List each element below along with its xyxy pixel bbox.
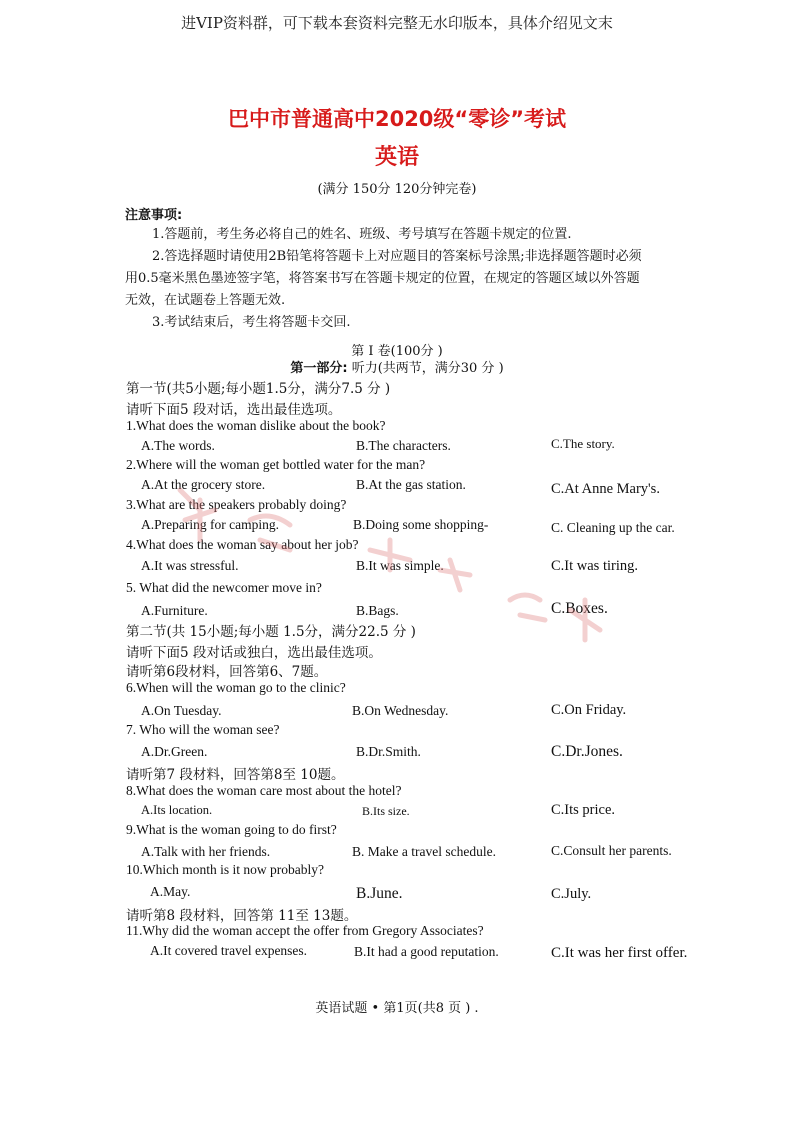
q10-option-c: C.July. (551, 886, 592, 902)
q5-option-c: C.Boxes. (551, 600, 608, 617)
q5-option-a: A.Furniture. (141, 603, 208, 618)
q3-option-a: A.Preparing for camping. (141, 517, 279, 532)
q4-option-a: A.It was stressful. (141, 558, 239, 573)
q6-option-b: B.On Wednesday. (352, 703, 449, 718)
q11-option-c: C.It was her first offer. (551, 945, 688, 961)
q3-option-c: C. Cleaning up the car. (551, 520, 675, 535)
q11-option-b: B.It had a good reputation. (354, 944, 499, 959)
section1-title: 第一节(共5小题;每小题1.5分，满分7.5 分 ) (126, 381, 391, 397)
q5-option-b: B.Bags. (356, 603, 399, 618)
question-1: 1.What does the woman dislike about the book? (126, 418, 386, 433)
q2-option-c: C.At Anne Mary's. (551, 481, 660, 497)
section2-title: 第二节(共 15小题;每小题 1.5分，满分22.5 分 ) (126, 624, 416, 640)
section2-instruction: 请听下面5 段对话或独白，选出最佳选项。 (126, 645, 382, 661)
exam-title: 巴中市普通高中2020级“零诊”考试 (227, 107, 567, 131)
q7-option-b: B.Dr.Smith. (356, 744, 421, 759)
question-9: 9.What is the woman going to do first? (126, 822, 337, 837)
material6-instruction: 请听第6段材料，回答第6、7题。 (126, 664, 328, 680)
note-line-3: 用0.5毫米黑色墨迹签字笔，将答案书写在答题卡规定的位置，在规定的答题区域以外答题 (125, 271, 640, 286)
question-11: 11.Why did the woman accept the offer from Gregory Associates? (126, 923, 484, 938)
note-line-1: 1.答题前，考生务必将自己的姓名、班级、考号填写在答题卡规定的位置. (152, 227, 572, 242)
question-6: 6.When will the woman go to the clinic? (126, 680, 346, 695)
question-7: 7. Who will the woman see? (126, 722, 280, 737)
exam-subject: 英语 (374, 145, 419, 170)
page-footer: 英语试题 • 第1页(共8 页 ) . (315, 1001, 479, 1016)
question-4: 4.What does the woman say about her job? (126, 537, 359, 552)
material7-instruction: 请听第7 段材料，回答第8至 10题。 (126, 767, 345, 783)
q1-option-c: C.The story. (551, 436, 615, 451)
q7-option-c: C.Dr.Jones. (551, 743, 623, 760)
top-note: 进VIP资料群，可下载本套资料完整无水印版本，具体介绍见文末 (181, 14, 613, 32)
q8-option-a: A.Its location. (141, 803, 213, 817)
volume-label: 第 I 卷(100分 ) (351, 344, 443, 359)
q9-option-c: C.Consult her parents. (551, 843, 672, 858)
note-line-5: 3.考试结束后，考生将答题卡交回. (152, 315, 351, 330)
note-line-4: 无效，在试题卷上答题无效. (125, 293, 286, 308)
part1-heading (0, 357, 794, 376)
q10-option-b: B.June. (356, 885, 403, 902)
part1-desc: 听力(共两节，满分30 分 ) (351, 361, 504, 376)
q4-option-b: B.It was simple. (356, 558, 444, 573)
q9-option-a: A.Talk with her friends. (141, 844, 271, 859)
q1-option-b: B.The characters. (356, 438, 451, 453)
q3-option-b: B.Doing some shopping- (353, 517, 489, 532)
q4-option-c: C.It was tiring. (551, 558, 638, 574)
q2-option-a: A.At the grocery store. (141, 477, 266, 492)
q7-option-a: A.Dr.Green. (141, 744, 208, 759)
q1-option-a: A.The words. (141, 438, 215, 453)
q8-option-b: B.Its size. (362, 804, 410, 818)
part1-label: 第一部分: (290, 361, 348, 376)
question-2: 2.Where will the woman get bottled water for the man? (126, 457, 426, 472)
question-5: 5. What did the newcomer move in? (126, 580, 322, 595)
q6-option-c: C.On Friday. (551, 702, 627, 718)
q6-option-a: A.On Tuesday. (141, 703, 222, 718)
notes-heading: 注意事项: (125, 208, 183, 223)
q2-option-b: B.At the gas station. (356, 477, 466, 492)
section1-instruction: 请听下面5 段对话，选出最佳选项。 (126, 402, 342, 418)
q8-option-c: C.Its price. (551, 802, 616, 818)
question-10: 10.Which month is it now probably? (126, 862, 324, 877)
exam-subtitle: (满分 150分 120分钟完卷) (317, 182, 477, 197)
material8-instruction: 请听第8 段材料，回答第 11至 13题。 (126, 908, 358, 924)
note-line-2: 2.答选择题时请使用2B铅笔将答题卡上对应题目的答案标号涂黑;非选择题答题时必须 (152, 249, 642, 264)
question-8: 8.What does the woman care most about the hotel? (126, 783, 402, 798)
q10-option-a: A.May. (150, 884, 191, 899)
q11-option-a: A.It covered travel expenses. (150, 943, 308, 958)
q9-option-b: B. Make a travel schedule. (352, 844, 496, 859)
question-3: 3.What are the speakers probably doing? (126, 497, 347, 512)
